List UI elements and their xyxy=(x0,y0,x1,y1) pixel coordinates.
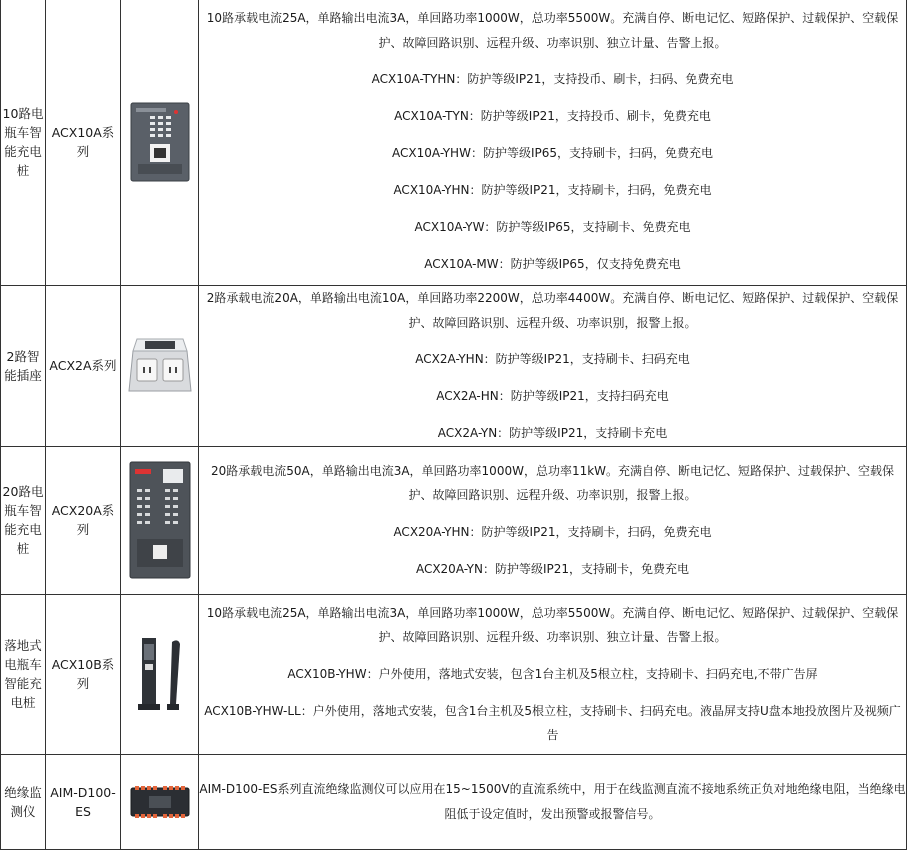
variant-item: ACX10A-TYHN：防护等级IP21，支持投币、刷卡，扫码、免费充电 xyxy=(371,72,734,87)
variant-item: ACX20A-YN：防护等级IP21，支持刷卡，免费充电 xyxy=(415,561,690,576)
insulation-monitor-icon xyxy=(129,782,191,822)
description-cell xyxy=(199,754,907,849)
description-cell xyxy=(199,286,907,447)
product-intro: AIM-D100-ES系列直流绝缘监测仪可以应用在15~1500V的直流系统中，用于在线监测直流不接地系统正负对地绝缘电阻，当绝缘电阻低于设定值时，发出预警或报警信号。 xyxy=(199,782,906,821)
variant-item: ACX2A-HN：防护等级IP21，支持扫码充电 xyxy=(436,389,669,403)
model-cell: ACX2A系列 xyxy=(46,286,121,447)
product-intro: 2路承载电流20A，单路输出电流10A，单回路功率2200W，总功率4400W。充满自停、断电记忆、短路保护、过载保护、空载保护、故障回路识别、远程升级、功率识别，报警上报。 xyxy=(206,291,899,330)
category-cell: 10路电瓶车智能充电桩 xyxy=(1,0,46,286)
variant-item: ACX2A-YHN：防护等级IP21，支持刷卡、扫码充电 xyxy=(415,352,690,366)
variant-item: ACX10A-TYN：防护等级IP21，支持投币、刷卡，免费充电 xyxy=(394,109,711,124)
model-cell: AIM-D100-ES xyxy=(46,754,121,849)
product-image-cell xyxy=(121,286,199,447)
product-image-cell xyxy=(121,0,199,286)
product-intro: 10路承载电流25A，单路输出电流3A，单回路功率1000W，总功率5500W。充满自停、断电记忆、短路保护、过载保护、空载保护、故障回路识别、远程升级、功率识别、独立计量、告警上报。 xyxy=(206,11,899,50)
product-image-cell xyxy=(121,594,199,754)
variant-item: ACX2A-YN：防护等级IP21，支持刷卡充电 xyxy=(437,426,668,440)
description-cell xyxy=(199,594,907,754)
description-cell xyxy=(199,446,907,594)
variant-item: ACX10A-YW：防护等级IP65，支持刷卡、免费充电 xyxy=(414,220,691,235)
floor-standing-pile-icon xyxy=(130,634,190,714)
charging-pile-panel-icon xyxy=(129,461,191,579)
model-cell: ACX10B系列 xyxy=(46,594,121,754)
category-cell: 20路电瓶车智能充电桩 xyxy=(1,446,46,594)
description-cell xyxy=(199,0,907,286)
product-image-cell xyxy=(121,754,199,849)
product-image-cell xyxy=(121,446,199,594)
variant-item: ACX10A-YHW：防护等级IP65，支持刷卡，扫码，免费充电 xyxy=(392,146,713,161)
charging-pile-cabinet-icon xyxy=(130,102,190,182)
model-cell: ACX20A系列 xyxy=(46,446,121,594)
model-cell: ACX10A系列 xyxy=(46,0,121,286)
variant-item: ACX10A-MW：防护等级IP65，仅支持免费充电 xyxy=(424,257,681,272)
product-intro: 10路承载电流25A，单路输出电流3A，单回路功率1000W，总功率5500W。充满自停、断电记忆、短路保护、过载保护、空载保护、故障回路识别、远程升级、功率识别、独立计量、告警上报。 xyxy=(206,605,899,644)
variant-item: ACX10A-YHN：防护等级IP21，支持刷卡，扫码，免费充电 xyxy=(393,183,712,198)
category-cell: 绝缘监测仪 xyxy=(1,754,46,849)
product-intro: 20路承载电流50A，单路输出电流3A，单回路功率1000W，总功率11kW。充满自停、断电记忆、短路保护、过载保护、空载保护、故障回路识别、远程升级、功率识别，报警上报。 xyxy=(210,463,895,503)
category-cell: 2路智能插座 xyxy=(1,286,46,447)
variant-item: ACX10B-YHW：户外使用，落地式安装，包含1台主机及5根立柱，支持刷卡、扫码充电,不带广告屏 xyxy=(287,666,818,681)
table-row xyxy=(1,286,907,447)
table-row xyxy=(1,0,907,286)
variant-item: ACX10B-YHW-LL：户外使用，落地式安装，包含1台主机及5根立柱，支持刷卡、扫码充电。液晶屏支持U盘本地投放图片及视频广告 xyxy=(204,703,901,742)
table-row xyxy=(1,754,907,849)
category-cell: 落地式电瓶车智能充电桩 xyxy=(1,594,46,754)
smart-socket-icon xyxy=(125,333,195,399)
table-row xyxy=(1,594,907,754)
variant-item: ACX20A-YHN：防护等级IP21，支持刷卡，扫码，免费充电 xyxy=(393,524,712,539)
table-row xyxy=(1,446,907,594)
